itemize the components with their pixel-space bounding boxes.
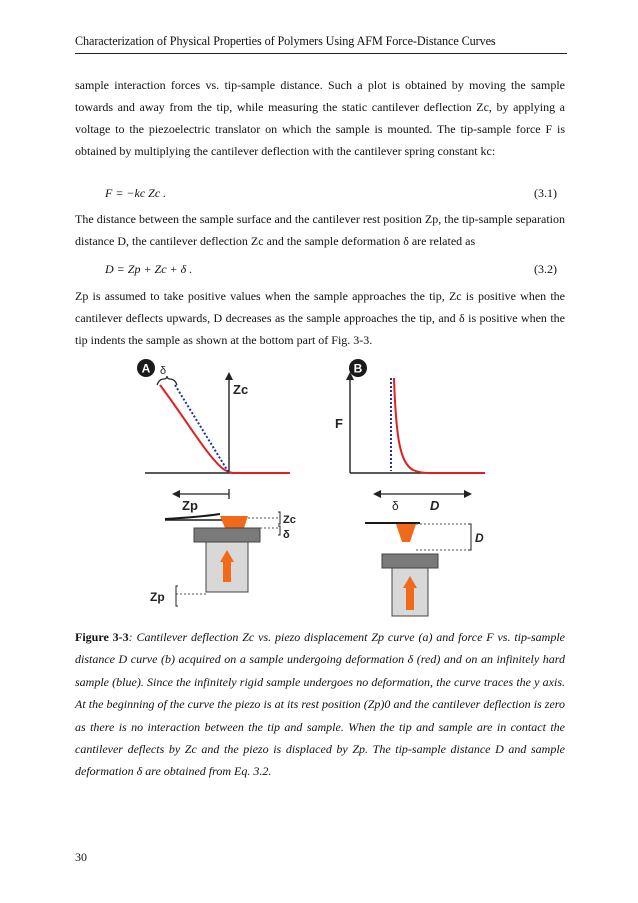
equation-number: (3.1) bbox=[534, 186, 557, 200]
delta-label-2: δ bbox=[283, 529, 290, 541]
d-label: D bbox=[475, 531, 484, 545]
equation-3-2 bbox=[105, 262, 565, 277]
delta-label: δ bbox=[160, 365, 167, 377]
y-axis-label: Zc bbox=[233, 382, 249, 397]
paragraph-3: Zp is assumed to take positive values when the sample approaches the tip, Zc is positive when the cantilever deflects upwards, D decreases as the sample approaches the tip, and δ is positive when the tip indents the sample as shown at the bottom part of Fig. 3-3. bbox=[75, 289, 565, 347]
equation-number: (3.2) bbox=[534, 262, 557, 276]
x-axis-label: D bbox=[430, 498, 440, 513]
tip bbox=[220, 516, 248, 528]
panel-b bbox=[335, 359, 485, 616]
red-curve bbox=[160, 385, 290, 473]
panel-a bbox=[137, 359, 296, 606]
figure-caption bbox=[75, 626, 565, 783]
running-header: Characterization of Physical Properties of Polymers Using AFM Force-Distance Curves bbox=[75, 34, 567, 54]
tip bbox=[396, 524, 416, 542]
y-axis-label: F bbox=[335, 416, 343, 431]
zp-axis-label: Zp bbox=[182, 498, 198, 513]
sample-plate bbox=[194, 528, 260, 542]
red-curve bbox=[394, 378, 485, 473]
page-number: 30 bbox=[75, 850, 87, 864]
paragraph-1: sample interaction forces vs. tip-sample distance. Such a plot is obtained by moving the sample towards and away from the tip, while measuring the static cantilever deflection Zc, by applying a voltage to the piezoelectric translator on which the sample is mounted. The tip-sample force F is obtained by multiplying the cantilever deflection with the cantilever spring constant kc: bbox=[75, 78, 565, 158]
equation-text: D = Zp + Zc + δ . bbox=[105, 262, 193, 276]
zp-arrow-head bbox=[172, 490, 180, 498]
panel-b-badge: B bbox=[353, 361, 363, 376]
y-axis-arrow bbox=[225, 372, 233, 380]
caption-text: : Cantilever deflection Zc vs. piezo displacement Zp curve (a) and force F vs. tip-sample distance D curve (b) acquired on a sample undergoing deformation δ (red) and on an infinitely hard sample (blue). Since the infinitely rigid sample undergoes no deformation, the curve traces the y axis. At the beginning of the curve the piezo is at its rest position (Zp)0 and the cantilever deflection is zero as there is no interaction between the tip and sample. When the tip and sample are in contact the cantilever deflects by Zc and the piezo is displaced by Zp. The tip-sample distance D and sample deformation δ are obtained from Eq. 3.2. bbox=[75, 630, 565, 779]
cantilever-deflected bbox=[165, 514, 220, 519]
paragraph-2: The distance between the sample surface and the cantilever rest position Zp, the tip-sample separation distance D, the cantilever deflection Zc and the sample deformation δ are related as bbox=[75, 212, 565, 248]
equation-3-1 bbox=[105, 186, 565, 201]
zp-label: Zp bbox=[150, 590, 165, 604]
caption-label: Figure 3-3 bbox=[75, 630, 129, 644]
equation-text: F = −kc Zc . bbox=[105, 186, 167, 200]
x-delta-label: δ bbox=[392, 499, 399, 513]
blue-curve bbox=[175, 385, 229, 473]
figure-3-3 bbox=[130, 358, 530, 618]
zc-label: Zc bbox=[283, 514, 296, 526]
delta-brace bbox=[157, 376, 177, 385]
panel-a-badge: A bbox=[141, 361, 151, 376]
sample-plate bbox=[382, 554, 438, 568]
